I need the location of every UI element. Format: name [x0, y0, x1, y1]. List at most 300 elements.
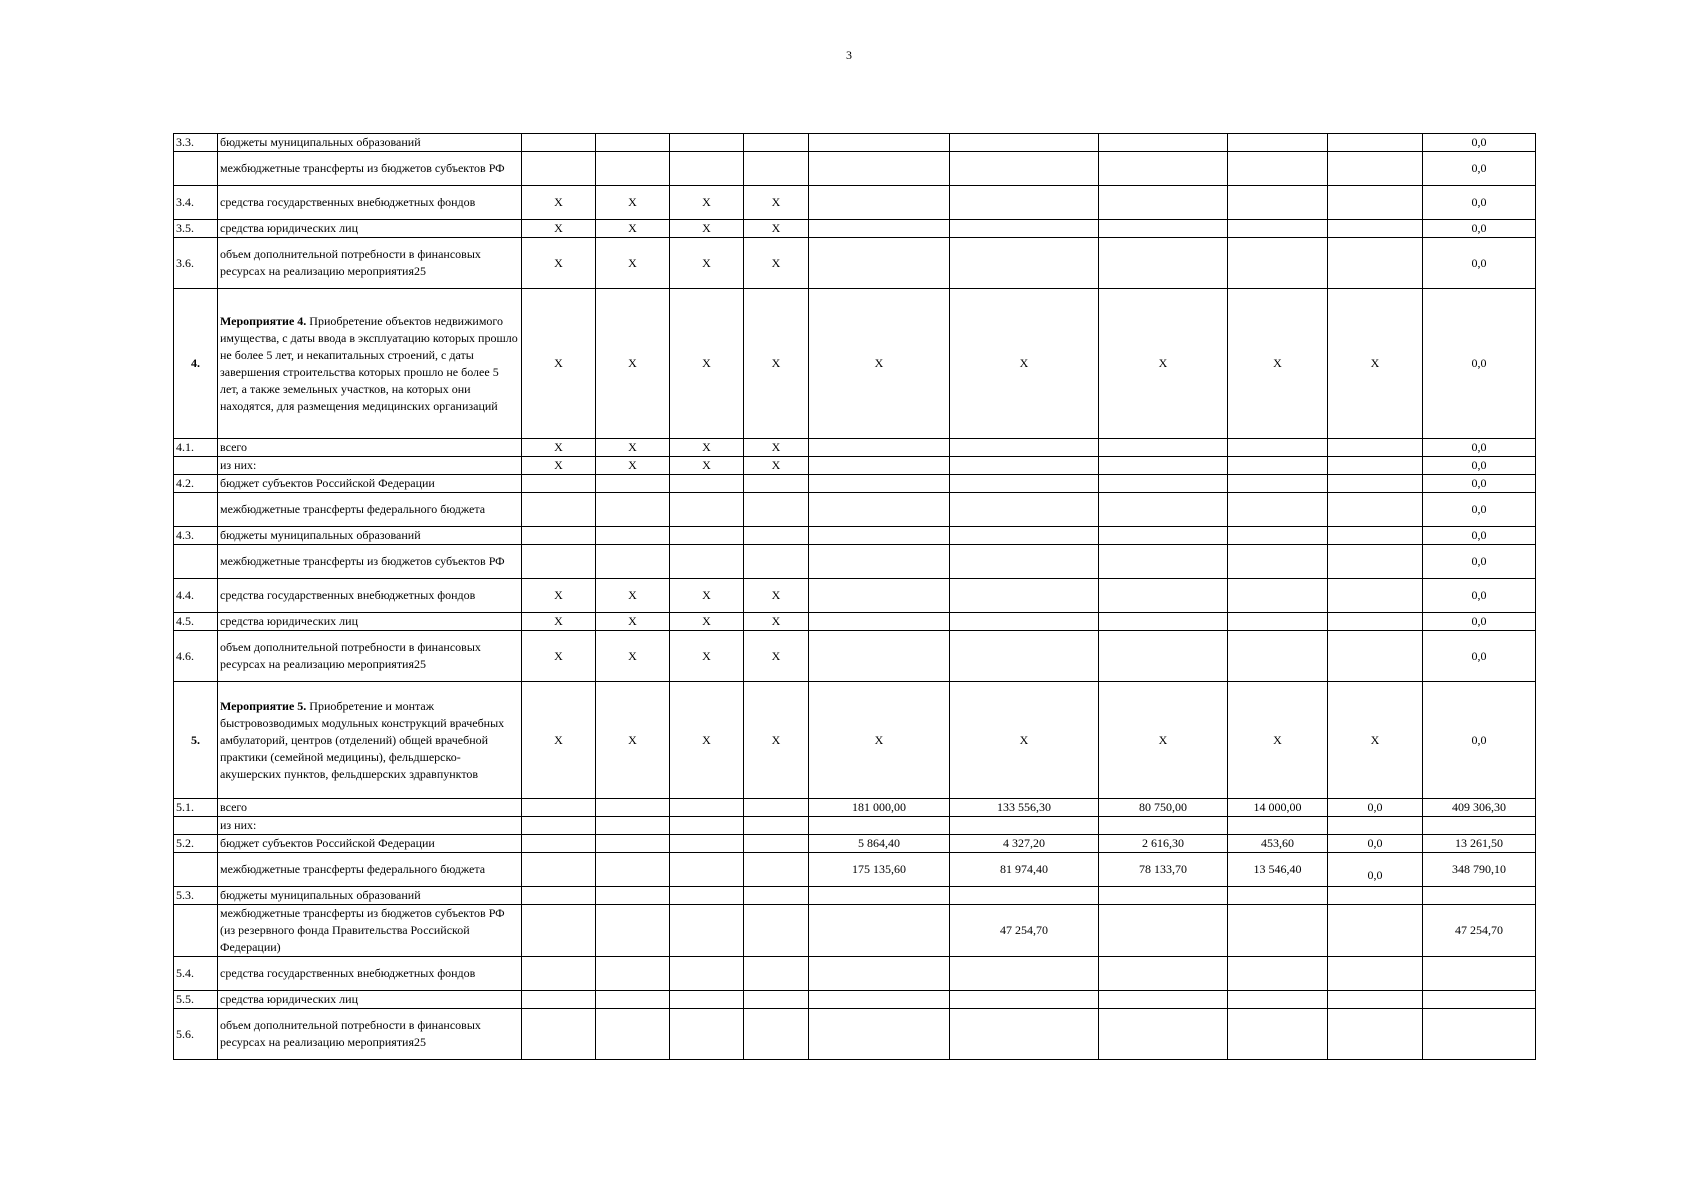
- value-cell: [1099, 1009, 1228, 1060]
- value-cell: X: [1228, 682, 1328, 799]
- value-cell: [670, 853, 744, 887]
- value-cell: [1099, 527, 1228, 545]
- value-cell: [1099, 613, 1228, 631]
- value-cell: 81 974,40: [950, 853, 1099, 887]
- value-cell: [950, 457, 1099, 475]
- table-row: [174, 186, 1536, 220]
- value-cell: [1099, 220, 1228, 238]
- row-name: средства юридических лиц: [218, 220, 522, 238]
- value-cell: [744, 799, 809, 817]
- row-name: средства государственных внебюджетных фондов: [218, 186, 522, 220]
- value-cell: [1228, 991, 1328, 1009]
- table-row: [174, 220, 1536, 238]
- row-name: средства юридических лиц: [218, 991, 522, 1009]
- value-cell: X: [950, 682, 1099, 799]
- row-number: [174, 905, 218, 957]
- value-cell: [1423, 1009, 1536, 1060]
- value-cell: [1099, 887, 1228, 905]
- value-cell: [1328, 631, 1423, 682]
- value-cell: [522, 887, 596, 905]
- value-cell: X: [596, 238, 670, 289]
- value-cell: [1099, 457, 1228, 475]
- value-cell: [1099, 493, 1228, 527]
- value-cell: [596, 493, 670, 527]
- value-cell: [950, 887, 1099, 905]
- value-cell: X: [670, 186, 744, 220]
- table-row: [174, 457, 1536, 475]
- value-cell: X: [596, 613, 670, 631]
- row-name: бюджет субъектов Российской Федерации: [218, 835, 522, 853]
- row-number: 5.: [174, 682, 218, 799]
- value-cell: 0,0: [1423, 527, 1536, 545]
- table-row: [174, 1009, 1536, 1060]
- value-cell: [1228, 475, 1328, 493]
- value-cell: X: [670, 439, 744, 457]
- row-number: 3.3.: [174, 134, 218, 152]
- value-cell: X: [744, 682, 809, 799]
- value-cell: [1328, 475, 1423, 493]
- value-cell: 4 327,20: [950, 835, 1099, 853]
- row-number: 3.4.: [174, 186, 218, 220]
- table-row: [174, 905, 1536, 957]
- value-cell: [809, 957, 950, 991]
- value-cell: [950, 134, 1099, 152]
- table-row: [174, 887, 1536, 905]
- value-cell: X: [809, 682, 950, 799]
- value-cell: 13 546,40: [1228, 853, 1328, 887]
- row-number: [174, 545, 218, 579]
- value-cell: [1228, 527, 1328, 545]
- value-cell: [1328, 991, 1423, 1009]
- table-row: [174, 991, 1536, 1009]
- value-cell: [950, 991, 1099, 1009]
- row-name: объем дополнительной потребности в финансовых ресурсах на реализацию мероприятия25: [218, 238, 522, 289]
- row-name-text: Приобретение объектов недвижимого имущества, с даты ввода в эксплуатацию которых прошло не более 5 лет, и некапитальных строений, с даты завершения строительства которых прошло не более 5 лет, а также земельных участков, на которых они находятся, для размещения медицинских организаций: [220, 313, 518, 413]
- value-cell: [596, 817, 670, 835]
- value-cell: X: [670, 289, 744, 439]
- value-cell: [809, 186, 950, 220]
- value-cell: [522, 817, 596, 835]
- row-name: объем дополнительной потребности в финансовых ресурсах на реализацию мероприятия25: [218, 1009, 522, 1060]
- value-cell: 0,0: [1423, 682, 1536, 799]
- value-cell: [950, 631, 1099, 682]
- value-cell: [744, 1009, 809, 1060]
- row-name: межбюджетные трансферты из бюджетов субъектов РФ: [218, 545, 522, 579]
- value-cell: [1099, 238, 1228, 289]
- value-cell: X: [596, 631, 670, 682]
- value-cell: X: [670, 579, 744, 613]
- value-cell: [1228, 1009, 1328, 1060]
- row-number: [174, 493, 218, 527]
- value-cell: X: [522, 186, 596, 220]
- value-cell: [1228, 220, 1328, 238]
- value-cell: X: [950, 289, 1099, 439]
- row-number: [174, 152, 218, 186]
- value-cell: [1228, 152, 1328, 186]
- table-row: [174, 631, 1536, 682]
- value-cell: [670, 887, 744, 905]
- row-number: 5.1.: [174, 799, 218, 817]
- value-cell: 175 135,60: [809, 853, 950, 887]
- row-number: 5.2.: [174, 835, 218, 853]
- row-name: бюджеты муниципальных образований: [218, 527, 522, 545]
- value-cell: 5 864,40: [809, 835, 950, 853]
- value-cell: [809, 991, 950, 1009]
- value-cell: 2 616,30: [1099, 835, 1228, 853]
- value-cell: [670, 545, 744, 579]
- value-cell: [1228, 493, 1328, 527]
- value-cell: 0,0: [1328, 835, 1423, 853]
- value-cell: 0,0: [1328, 799, 1423, 817]
- value-cell: X: [1328, 682, 1423, 799]
- value-cell: [670, 527, 744, 545]
- value-cell: [809, 220, 950, 238]
- value-cell: X: [1099, 289, 1228, 439]
- value-cell: X: [744, 220, 809, 238]
- value-cell: [950, 545, 1099, 579]
- value-cell: X: [522, 613, 596, 631]
- table-row: [174, 439, 1536, 457]
- value-cell: [744, 905, 809, 957]
- row-number: 4.1.: [174, 439, 218, 457]
- row-number: 3.6.: [174, 238, 218, 289]
- value-cell: [1099, 905, 1228, 957]
- table-row: [174, 799, 1536, 817]
- value-cell: [809, 152, 950, 186]
- row-number: 5.5.: [174, 991, 218, 1009]
- value-cell: [1328, 1009, 1423, 1060]
- row-name: бюджеты муниципальных образований: [218, 887, 522, 905]
- value-cell: [670, 475, 744, 493]
- value-cell: [1099, 545, 1228, 579]
- value-cell: [950, 527, 1099, 545]
- value-cell: [809, 887, 950, 905]
- value-cell: 0,0: [1328, 853, 1423, 887]
- value-cell: X: [1099, 682, 1228, 799]
- value-cell: [1328, 527, 1423, 545]
- value-cell: [1328, 905, 1423, 957]
- value-cell: X: [1228, 289, 1328, 439]
- row-name: всего: [218, 799, 522, 817]
- value-cell: [1328, 887, 1423, 905]
- value-cell: [596, 957, 670, 991]
- value-cell: [1228, 613, 1328, 631]
- row-number: 3.5.: [174, 220, 218, 238]
- row-name: [218, 289, 522, 439]
- value-cell: X: [522, 220, 596, 238]
- value-cell: 78 133,70: [1099, 853, 1228, 887]
- value-cell: X: [670, 613, 744, 631]
- value-cell: [950, 817, 1099, 835]
- value-cell: [596, 853, 670, 887]
- table-row: [174, 527, 1536, 545]
- row-number: [174, 817, 218, 835]
- value-cell: [1228, 186, 1328, 220]
- value-cell: [1328, 220, 1423, 238]
- value-cell: [596, 799, 670, 817]
- row-name: межбюджетные трансферты федерального бюджета: [218, 853, 522, 887]
- value-cell: [950, 152, 1099, 186]
- value-cell: [522, 475, 596, 493]
- value-cell: [1099, 475, 1228, 493]
- value-cell: [809, 457, 950, 475]
- table-row: [174, 682, 1536, 799]
- value-cell: [670, 991, 744, 1009]
- value-cell: [1099, 631, 1228, 682]
- value-cell: [1328, 238, 1423, 289]
- value-cell: [809, 439, 950, 457]
- financing-table: [173, 133, 1536, 1060]
- row-name: межбюджетные трансферты федерального бюджета: [218, 493, 522, 527]
- row-name: средства государственных внебюджетных фондов: [218, 579, 522, 613]
- value-cell: [744, 475, 809, 493]
- row-name-bold: Мероприятие 5.: [220, 698, 307, 713]
- value-cell: [596, 475, 670, 493]
- value-cell: X: [596, 186, 670, 220]
- value-cell: [522, 905, 596, 957]
- row-name: межбюджетные трансферты из бюджетов субъектов РФ (из резервного фонда Правительства Российской Федерации): [218, 905, 522, 957]
- value-cell: [596, 527, 670, 545]
- value-cell: 0,0: [1423, 457, 1536, 475]
- table-row: [174, 152, 1536, 186]
- value-cell: X: [744, 439, 809, 457]
- table-row: [174, 134, 1536, 152]
- value-cell: [670, 493, 744, 527]
- row-name-bold: Мероприятие 4.: [220, 313, 307, 328]
- value-cell: 0,0: [1423, 475, 1536, 493]
- row-number: 4.2.: [174, 475, 218, 493]
- table-row: [174, 238, 1536, 289]
- value-cell: 0,0: [1423, 493, 1536, 527]
- value-cell: [1228, 631, 1328, 682]
- value-cell: [1099, 817, 1228, 835]
- value-cell: X: [596, 220, 670, 238]
- table-row: [174, 835, 1536, 853]
- value-cell: [744, 545, 809, 579]
- value-cell: [1099, 186, 1228, 220]
- value-cell: [522, 799, 596, 817]
- value-cell: [596, 991, 670, 1009]
- value-cell: [1328, 493, 1423, 527]
- value-cell: [744, 887, 809, 905]
- value-cell: [1328, 134, 1423, 152]
- value-cell: [670, 905, 744, 957]
- value-cell: [522, 152, 596, 186]
- value-cell: [596, 887, 670, 905]
- value-cell: 0,0: [1423, 613, 1536, 631]
- value-cell: [522, 853, 596, 887]
- value-cell: X: [522, 439, 596, 457]
- value-cell: [1328, 817, 1423, 835]
- row-number: 4.: [174, 289, 218, 439]
- value-cell: 0,0: [1423, 134, 1536, 152]
- row-number: [174, 853, 218, 887]
- value-cell: [1328, 457, 1423, 475]
- value-cell: [1328, 439, 1423, 457]
- value-cell: [670, 134, 744, 152]
- value-cell: [744, 957, 809, 991]
- value-cell: [670, 817, 744, 835]
- value-cell: [1099, 134, 1228, 152]
- row-number: 5.3.: [174, 887, 218, 905]
- value-cell: [1423, 817, 1536, 835]
- value-cell: [522, 991, 596, 1009]
- value-cell: 0,0: [1423, 289, 1536, 439]
- row-name: из них:: [218, 817, 522, 835]
- value-cell: X: [744, 289, 809, 439]
- row-name: из них:: [218, 457, 522, 475]
- value-cell: [809, 631, 950, 682]
- value-cell: X: [522, 238, 596, 289]
- value-cell: [670, 152, 744, 186]
- value-cell: [809, 1009, 950, 1060]
- value-cell: [1099, 957, 1228, 991]
- row-number: [174, 457, 218, 475]
- value-cell: X: [744, 613, 809, 631]
- value-cell: 13 261,50: [1423, 835, 1536, 853]
- value-cell: [1228, 957, 1328, 991]
- table-row: [174, 817, 1536, 835]
- value-cell: [809, 905, 950, 957]
- value-cell: [1228, 579, 1328, 613]
- value-cell: [1228, 545, 1328, 579]
- value-cell: [809, 817, 950, 835]
- value-cell: X: [744, 631, 809, 682]
- value-cell: X: [1328, 289, 1423, 439]
- table-row: [174, 579, 1536, 613]
- value-cell: [1423, 991, 1536, 1009]
- table-row: [174, 289, 1536, 439]
- value-cell: X: [809, 289, 950, 439]
- row-name: всего: [218, 439, 522, 457]
- value-cell: 47 254,70: [950, 905, 1099, 957]
- value-cell: X: [522, 579, 596, 613]
- value-cell: 181 000,00: [809, 799, 950, 817]
- value-cell: X: [670, 238, 744, 289]
- value-cell: [1328, 957, 1423, 991]
- row-name: бюджет субъектов Российской Федерации: [218, 475, 522, 493]
- value-cell: [1228, 457, 1328, 475]
- value-cell: [1228, 887, 1328, 905]
- value-cell: [1328, 579, 1423, 613]
- value-cell: [950, 439, 1099, 457]
- value-cell: 133 556,30: [950, 799, 1099, 817]
- value-cell: [522, 1009, 596, 1060]
- value-cell: 453,60: [1228, 835, 1328, 853]
- value-cell: [809, 545, 950, 579]
- value-cell: [809, 134, 950, 152]
- value-cell: [1423, 957, 1536, 991]
- row-name: средства государственных внебюджетных фондов: [218, 957, 522, 991]
- value-cell: [950, 613, 1099, 631]
- value-cell: [1328, 545, 1423, 579]
- value-cell: [596, 905, 670, 957]
- value-cell: [596, 835, 670, 853]
- value-cell: [670, 957, 744, 991]
- value-cell: [1423, 887, 1536, 905]
- row-name: [218, 682, 522, 799]
- value-cell: 14 000,00: [1228, 799, 1328, 817]
- value-cell: [522, 835, 596, 853]
- row-number: 5.4.: [174, 957, 218, 991]
- value-cell: [1228, 134, 1328, 152]
- value-cell: [596, 545, 670, 579]
- row-name: бюджеты муниципальных образований: [218, 134, 522, 152]
- value-cell: X: [596, 289, 670, 439]
- value-cell: [1099, 439, 1228, 457]
- value-cell: [809, 579, 950, 613]
- value-cell: X: [744, 186, 809, 220]
- page-number: 3: [846, 48, 852, 62]
- value-cell: [1328, 613, 1423, 631]
- value-cell: [522, 545, 596, 579]
- value-cell: [744, 527, 809, 545]
- value-cell: 409 306,30: [1423, 799, 1536, 817]
- row-name-text: Приобретение и монтаж быстровозводимых модульных конструкций врачебных амбулаторий, центров (отделений) общей врачебной практики (семейной медицины), фельдшерско-акушерских пунктов, фельдшерских здравпунктов: [220, 698, 505, 781]
- value-cell: X: [596, 579, 670, 613]
- value-cell: [809, 613, 950, 631]
- value-cell: [744, 817, 809, 835]
- value-cell: X: [522, 682, 596, 799]
- table-row: [174, 545, 1536, 579]
- value-cell: X: [596, 457, 670, 475]
- value-cell: X: [522, 457, 596, 475]
- value-cell: [809, 475, 950, 493]
- value-cell: X: [670, 457, 744, 475]
- value-cell: X: [744, 457, 809, 475]
- value-cell: [950, 1009, 1099, 1060]
- value-cell: [809, 238, 950, 289]
- value-cell: X: [744, 579, 809, 613]
- value-cell: 0,0: [1423, 631, 1536, 682]
- value-cell: [950, 957, 1099, 991]
- value-cell: [950, 475, 1099, 493]
- row-number: 4.4.: [174, 579, 218, 613]
- value-cell: X: [670, 682, 744, 799]
- value-cell: 0,0: [1423, 186, 1536, 220]
- row-name: средства юридических лиц: [218, 613, 522, 631]
- value-cell: [744, 493, 809, 527]
- row-number: 4.5.: [174, 613, 218, 631]
- value-cell: [1328, 152, 1423, 186]
- value-cell: [1099, 991, 1228, 1009]
- value-cell: [744, 134, 809, 152]
- value-cell: [1228, 439, 1328, 457]
- table-row: [174, 475, 1536, 493]
- value-cell: 0,0: [1423, 238, 1536, 289]
- table-body: [174, 134, 1536, 1060]
- value-cell: 80 750,00: [1099, 799, 1228, 817]
- table-row: [174, 613, 1536, 631]
- value-cell: [670, 835, 744, 853]
- value-cell: 0,0: [1423, 545, 1536, 579]
- row-name: межбюджетные трансферты из бюджетов субъектов РФ: [218, 152, 522, 186]
- value-cell: [950, 220, 1099, 238]
- value-cell: X: [522, 631, 596, 682]
- value-cell: [809, 493, 950, 527]
- table-row: [174, 493, 1536, 527]
- value-cell: [744, 853, 809, 887]
- value-cell: [744, 991, 809, 1009]
- value-cell: 348 790,10: [1423, 853, 1536, 887]
- value-cell: [670, 799, 744, 817]
- value-cell: [596, 152, 670, 186]
- value-cell: X: [670, 631, 744, 682]
- value-cell: [744, 835, 809, 853]
- value-cell: X: [596, 439, 670, 457]
- value-cell: [950, 579, 1099, 613]
- value-cell: [950, 186, 1099, 220]
